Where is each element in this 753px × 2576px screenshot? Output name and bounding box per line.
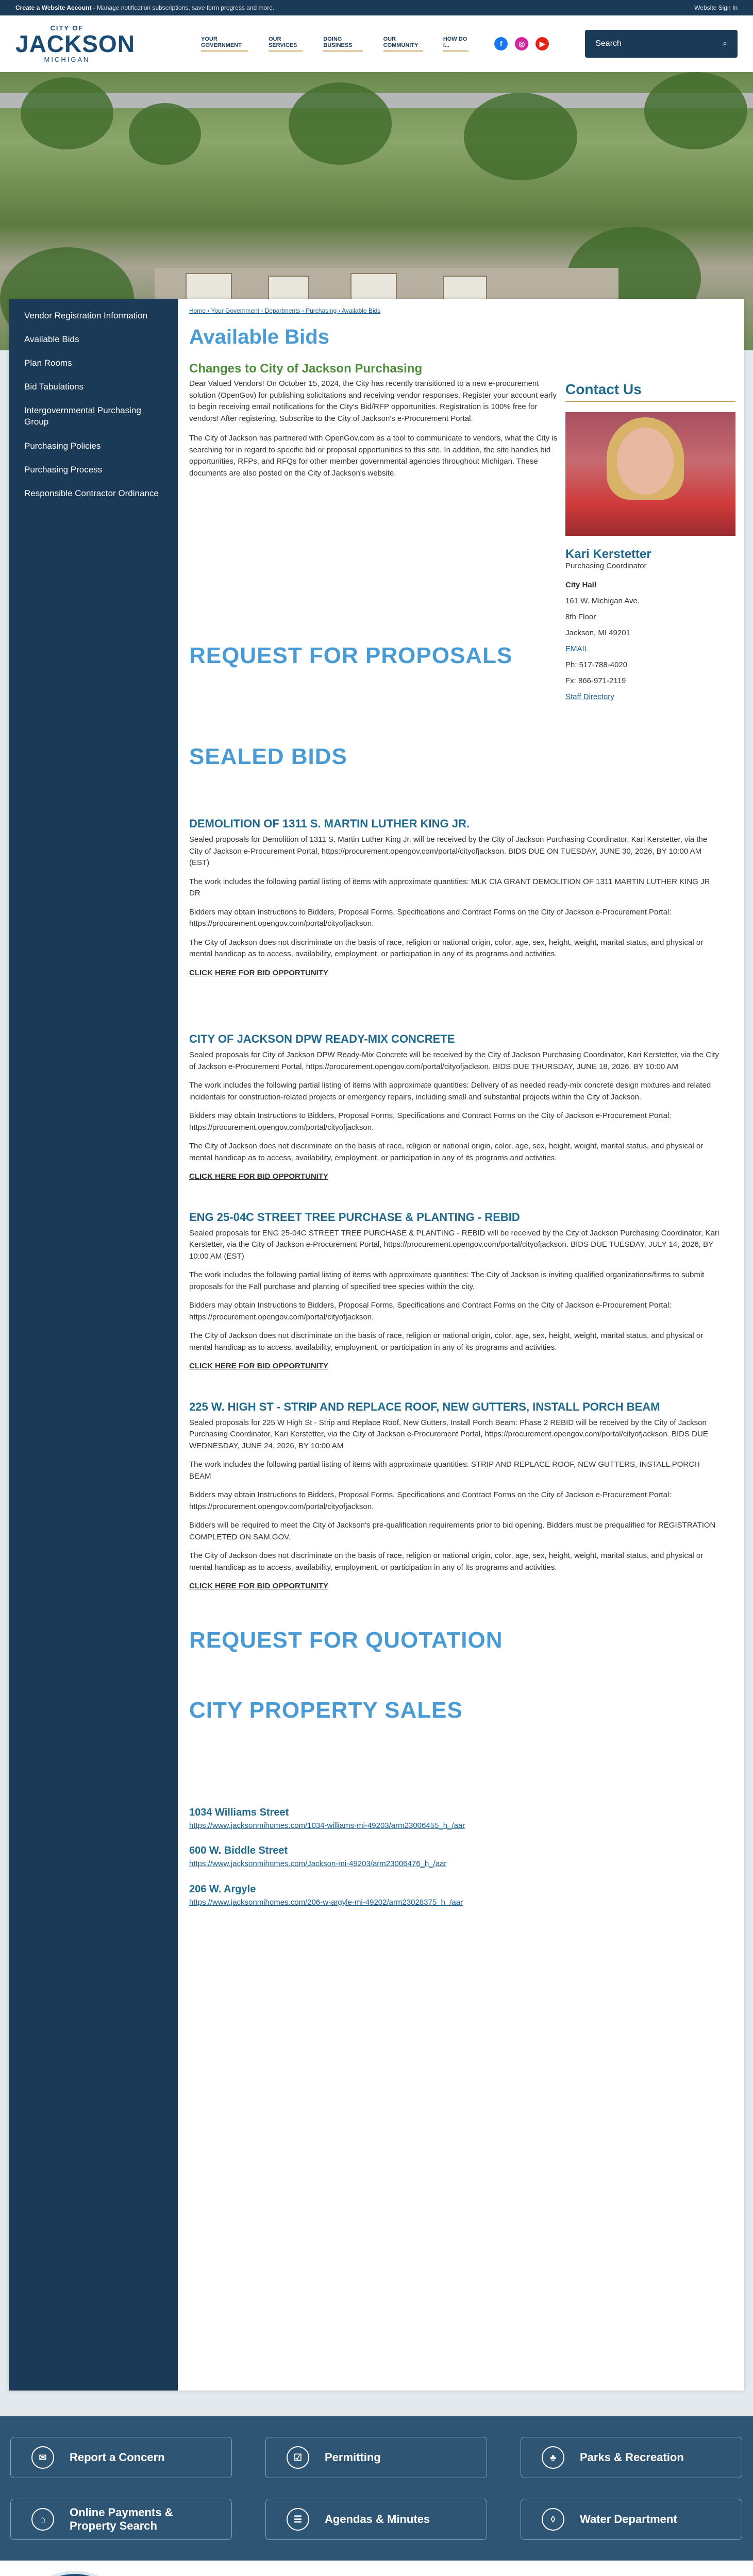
search-input[interactable]: Search [595,39,622,48]
staff-name: Kari Kerstetter [565,547,651,561]
bid-opportunity-link[interactable]: CLICK HERE FOR BID OPPORTUNITY [189,1172,329,1181]
nav-our-community[interactable]: OUR COMMUNITY [383,36,423,52]
youtube-icon[interactable]: ▶ [536,37,549,50]
tree-icon: ♣ [542,2446,564,2469]
nav-our-services[interactable]: OUR SERVICES [269,36,303,52]
permitting-button[interactable] [265,2437,487,2478]
top-bar [0,0,753,15]
bid-item [189,815,720,979]
bid-text: Sealed proposals for Demolition of 1311 S. Martin Luther King Jr. will be received by the City of Jackson Purchasing Coordinator, Kari Kerstetter, via the City of Jackson e-Procurement Portal, https://procurement.opengov.com/portal/cityofjackson. BIDS DUE ON TUESDAY, JUNE 30, 2026, BY 10:00 AM (EST) [189,835,708,867]
staff-photo [565,412,735,536]
contact-box [565,381,735,701]
page-title: Available Bids [189,326,329,348]
sidebar-item-intergovernmental[interactable]: Intergovernmental Purchasing Group [24,405,141,427]
bid-opportunity-link[interactable]: CLICK HERE FOR BID OPPORTUNITY [189,1362,329,1370]
bid-text: Bidders may obtain Instructions to Bidders, Proposal Forms, Specifications and Contract Forms on the City of Jackson e-Procurement Portal: https://procurement.opengov.com/portal/cityofjackson. [189,1111,672,1132]
fax: Fx: 866-971-2119 [565,676,626,685]
staff-directory-link[interactable]: Staff Directory [565,692,614,701]
bid-item [189,1030,720,1183]
list-item [189,1843,735,1870]
bid-text: Sealed proposals for 225 W High St - Strip and Replace Roof, New Gutters, Install Porch Beam: Phase 2 REBID will be received by the City of Jackson Purchasing Coordinator, Kari Kerstetter, via the City of Jackson e-Procurement Portal, https://procurement.opengov.com/portal/cityofjackson. BIDS DUE WEDNESDAY, JUNE 24, 2026, BY 10:00 AM [189,1418,708,1450]
changes-paragraph-2: The City of Jackson has partnered with OpenGov.com as a tool to communicate to vendors, what the City is searching for in regard to specific bid or proposal opportunities to this site. In addition, the site handles bid opportunities, RFPs, and RFQs for other member governmental agencies throughout Michigan. These documents are also posted on the City of Jackson's website. [189,434,558,478]
bid-text: Bidders will be required to meet the City of Jackson's pre-qualification requirements prior to bid opening. Bidders must be prequalified for REGISTRATION COMPLETED ON SAM.GOV. [189,1521,716,1541]
online-payments-button[interactable] [10,2499,232,2540]
property-sales-heading: CITY PROPERTY SALES [189,1697,463,1723]
bid-text: Bidders may obtain Instructions to Bidders, Proposal Forms, Specifications and Contract Forms on the City of Jackson e-Procurement Portal: https://procurement.opengov.com/portal/cityofjackson. [189,1301,672,1321]
report-concern-button[interactable] [10,2437,232,2478]
bid-title: DEMOLITION OF 1311 S. MARTIN LUTHER KING JR. [189,817,470,830]
property-address: 600 W. Biddle Street [189,1845,288,1856]
property-link[interactable]: https://www.jacksonmihomes.com/Jackson-mi-49203/arm23006476_h_/aar [189,1859,447,1868]
bid-text: The City of Jackson does not discriminate on the basis of race, religion or national origin, color, age, sex, height, weight, marital status, and physical or mental handicap as to access, availability, employment, or participation in any of its programs and activities. [189,1142,704,1162]
bid-title: ENG 25-04C STREET TREE PURCHASE & PLANTING - REBID [189,1210,520,1224]
bid-opportunity-link[interactable]: CLICK HERE FOR BID OPPORTUNITY [189,1582,329,1590]
bid-text: Bidders may obtain Instructions to Bidders, Proposal Forms, Specifications and Contract Forms on the City of Jackson e-Procurement Portal: https://procurement.opengov.com/portal/cityofjackson. [189,1490,672,1511]
email-link[interactable]: EMAIL [565,645,589,653]
property-link[interactable]: https://www.jacksonmihomes.com/1034-williams-mi-49203/arm23006455_h_/aar [189,1821,465,1830]
city-seal [15,2571,134,2576]
social-links [494,37,549,50]
tile-label: Online Payments & Property Search [70,2505,173,2532]
property-address: 206 W. Argyle [189,1883,256,1895]
sidebar-item-contractor-ordinance[interactable]: Responsible Contractor Ordinance [24,488,159,498]
agendas-button[interactable] [265,2499,487,2540]
sidebar-item-vendor-registration[interactable]: Vendor Registration Information [24,311,148,320]
sidebar-item-purchasing-policies[interactable]: Purchasing Policies [24,440,101,451]
property-address: 1034 Williams Street [189,1806,289,1818]
chat-icon: ✉ [31,2446,54,2469]
changes-heading: Changes to City of Jackson Purchasing [189,362,423,376]
bid-text: The work includes the following partial listing of items with approximate quantities: MLK CIA GRANT DEMOLITION OF 1311 MARTIN LUTHER KING JR DR [189,877,710,897]
search-box[interactable] [585,30,738,58]
bid-text: The work includes the following partial listing of items with approximate quantities: STRIP AND REPLACE ROOF, NEW GUTTERS, INSTALL PORCH BEAM [189,1460,700,1481]
property-list [189,1805,735,1909]
sidebar-item-available-bids[interactable]: Available Bids [24,334,79,345]
bid-text: Sealed proposals for ENG 25-04C STREET TREE PURCHASE & PLANTING - REBID will be received by the City of Jackson Purchasing Coordinator, Kari Kerstetter, via the City of Jackson e-Procurement Portal, https://procurement.opengov.com/portal/cityofjackson. BIDS DUE TUESDAY, JULY 14, 2026, BY 10:00 AM (EST) [189,1228,719,1261]
bid-text: The City of Jackson does not discriminate on the basis of race, religion or national origin, color, age, sex, height, weight, marital status, and physical or mental handicap as to access, availability, employment, or participation in any of its programs and activities. [189,1551,704,1572]
water-drop-icon: ◊ [542,2508,564,2531]
bid-item [189,1398,720,1592]
main-panel [9,299,744,2391]
tile-label: Permitting [325,2451,381,2464]
tile-label: Agendas & Minutes [325,2513,430,2526]
quick-tiles [0,2416,753,2561]
city-logo[interactable]: CITY OF JACKSON MICHIGAN [15,24,135,63]
document-icon: ☰ [287,2508,309,2531]
sign-in-link[interactable]: Website Sign In [694,4,738,11]
address-line: Jackson, MI 49201 [565,629,630,637]
nav-doing-business[interactable]: DOING BUSINESS [323,36,362,52]
site-footer [0,2561,753,2576]
bid-text: The City of Jackson does not discriminate on the basis of race, religion or national origin, color, age, sex, height, weight, marital status, and physical or mental handicap as to access, availability, employment, or participation in any of its programs and activities. [189,1331,704,1352]
address-line: 161 W. Michigan Ave. [565,597,640,605]
bid-text: The City of Jackson does not discriminate on the basis of race, religion or national origin, color, age, sex, height, weight, marital status, and physical or mental handicap as to access, availability, employment, or participation in any of its programs and activities. [189,938,704,958]
sidebar-item-bid-tabulations[interactable]: Bid Tabulations [24,382,83,392]
property-link[interactable]: https://www.jacksonmihomes.com/206-w-argyle-mi-49202/arm23028375_h_/aar [189,1897,463,1907]
breadcrumb[interactable]: Home › Your Government › Departments › Purchasing › Available Bids [189,307,381,314]
bid-text: Sealed proposals for City of Jackson DPW Ready-Mix Concrete will be received by the City of Jackson Purchasing Coordinator, Kari Kerstetter, via the City of Jackson e-Procurement Portal, https://procurement.opengov.com/portal/cityofjackson. BIDS DUE THURSDAY, JUNE 18, 2026, BY 10:00 AM [189,1050,719,1071]
clipboard-icon: ☑ [287,2446,309,2469]
list-item [189,1882,735,1909]
bid-opportunity-link[interactable]: CLICK HERE FOR BID OPPORTUNITY [189,968,329,977]
rfp-heading: REQUEST FOR PROPOSALS [189,643,513,668]
office-name: City Hall [565,581,597,589]
bid-item [189,1209,720,1372]
instagram-icon[interactable]: ◎ [515,37,528,50]
sidebar-item-purchasing-process[interactable]: Purchasing Process [24,464,103,474]
sealed-bids-heading: SEALED BIDS [189,744,347,769]
account-notice[interactable]: Create a Website Account - Manage notification subscriptions, save form progress and more. [15,4,275,11]
address-line: 8th Floor [565,613,596,621]
bid-text: Bidders may obtain Instructions to Bidders, Proposal Forms, Specifications and Contract Forms on the City of Jackson e-Procurement Portal: https://procurement.opengov.com/portal/cityofjackson. [189,907,672,928]
rfq-heading: REQUEST FOR QUOTATION [189,1627,503,1653]
tile-label: Report a Concern [70,2451,165,2464]
contact-heading: Contact Us [565,381,735,402]
list-item [189,1805,735,1832]
bid-text: The work includes the following partial listing of items with approximate quantities: Delivery of as needed ready-mix concrete design mixtures and related incidentals for construction-related projects or emergency repairs, including small and substantial projects within the City of Jackson. [189,1081,711,1101]
staff-role: Purchasing Coordinator [565,562,647,570]
water-department-button[interactable] [521,2499,742,2540]
bid-text: The work includes the following partial listing of items with approximate quantities: The City of Jackson is inviting qualified organizations/firms to submit proposals for the Fall purchase and planting of specified tree species within the city. [189,1270,705,1291]
house-icon: ⌂ [31,2508,54,2531]
bid-title: 225 W. HIGH ST - STRIP AND REPLACE ROOF, NEW GUTTERS, INSTALL PORCH BEAM [189,1400,660,1413]
search-icon[interactable]: ⌕ [723,39,727,48]
nav-your-government[interactable]: YOUR GOVERNMENT [201,36,248,52]
bid-title: CITY OF JACKSON DPW READY-MIX CONCRETE [189,1032,455,1045]
main-nav [201,36,468,52]
phone: Ph: 517-788-4020 [565,660,628,669]
sidebar-item-plan-rooms[interactable]: Plan Rooms [24,358,72,368]
site-header [0,15,753,72]
tile-label: Water Department [580,2513,677,2526]
tile-label: Parks & Recreation [580,2451,684,2464]
facebook-icon[interactable]: f [494,37,508,50]
changes-paragraph-1: Dear Valued Vendors! On October 15, 2024, the City has recently transitioned to a new e-procurement solution (OpenGov) for publishing solicitations and receiving vendor responses. Register your account early to begin receiving email notifications for the City's Bid/RFP opportunities. Registration is 100% free for vendors! After registering, Subscribe to the City of Jackson's e-Procurement Portal. [189,379,557,423]
sidebar [9,299,178,2391]
nav-how-do-i[interactable]: HOW DO I... [443,36,468,52]
parks-button[interactable] [521,2437,742,2478]
